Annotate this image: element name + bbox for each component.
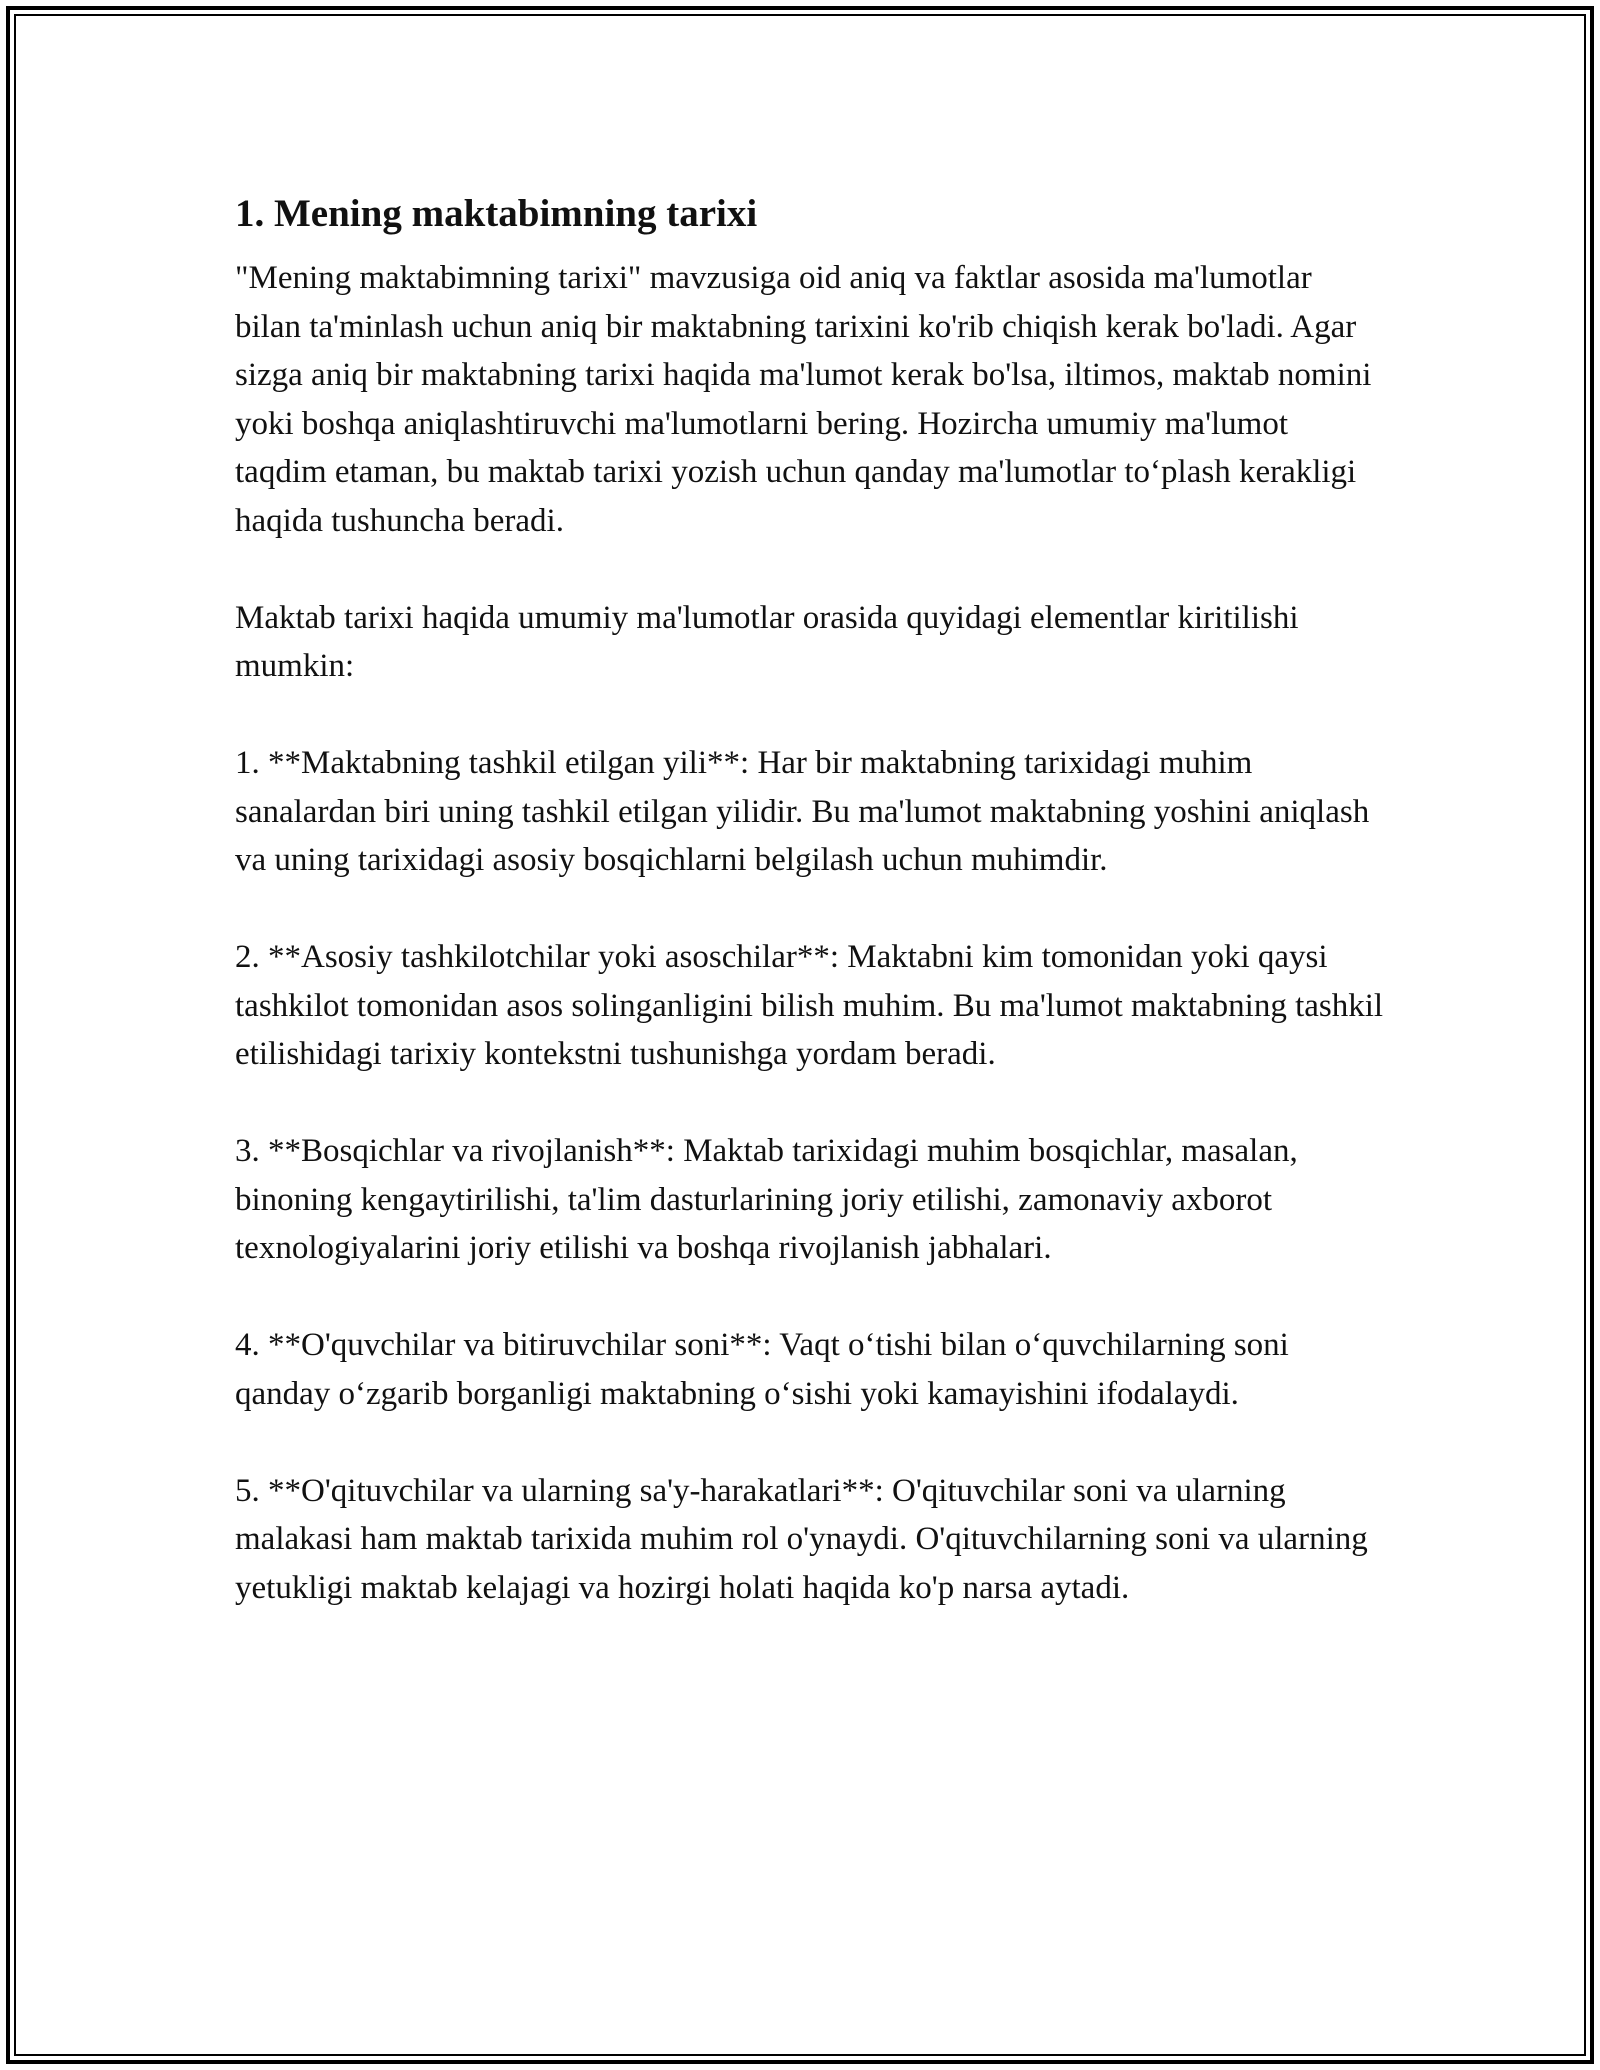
elements-intro-paragraph: Maktab tarixi haqida umumiy ma'lumotlar orasida quyidagi elementlar kiritilishi mumkin: — [235, 599, 1299, 684]
list-item-teachers: 5. **O'qituvchilar va ularning sa'y-harakatlari**: O'qituvchilar soni va ularning malakasi ham maktab tarixida muhim rol o'ynaydi. O'qituvchilarning soni va ularning yetukligi maktab kelajagi va hozirgi holati haqida ko'p narsa aytadi. — [235, 1472, 1368, 1606]
intro-paragraph: "Mening maktabimning tarixi" mavzusiga oid aniq va faktlar asosida ma'lumotlar bilan ta'minlash uchun aniq bir maktabning tarixini ko'rib chiqish kerak bo'ladi. Agar sizga aniq bir maktabning tarixi haqida ma'lumot kerak bo'lsa, iltimos, maktab nomini yoki boshqa aniqlashtiruvchi ma'lumotlarni bering. Hozircha umumiy ma'lumot taqdim etaman, bu maktab tarixi yozish uchun qanday ma'lumotlar to‘plash kerakligi haqida tushuncha beradi. — [235, 260, 1372, 539]
list-item-students: 4. **O'quvchilar va bitiruvchilar soni**: Vaqt o‘tishi bilan o‘quvchilarning soni qanday o‘zgarib borganligi maktabning o‘sishi yoki kamayishini ifodalaydi. — [235, 1327, 1289, 1412]
document-title: 1. Mening maktabimning tarixi — [235, 192, 758, 235]
document-body — [235, 188, 1385, 1612]
list-item-founding-year: 1. **Maktabning tashkil etilgan yili**: Har bir maktabning tarixidagi muhim sanalardan biri uning tashkil etilgan yilidir. Bu ma'lumot maktabning yoshini aniqlash va uning tarixidagi asosiy bosqichlarni belgilash uchun muhimdir. — [235, 745, 1370, 878]
list-item-stages: 3. **Bosqichlar va rivojlanish**: Maktab tarixidagi muhim bosqichlar, masalan, binoning kengaytirilishi, ta'lim dasturlarining joriy etilishi, zamonaviy axborot texnologiyalarini joriy etilishi va boshqa rivojlanish jabhalari. — [235, 1133, 1298, 1266]
list-item-founders: 2. **Asosiy tashkilotchilar yoki asoschilar**: Maktabni kim tomonidan yoki qaysi tashkilot tomonidan asos solinganligini bilish muhim. Bu ma'lumot maktabning tashkil etilishidagi tarixiy kontekstni tushunishga yordam beradi. — [235, 939, 1384, 1072]
